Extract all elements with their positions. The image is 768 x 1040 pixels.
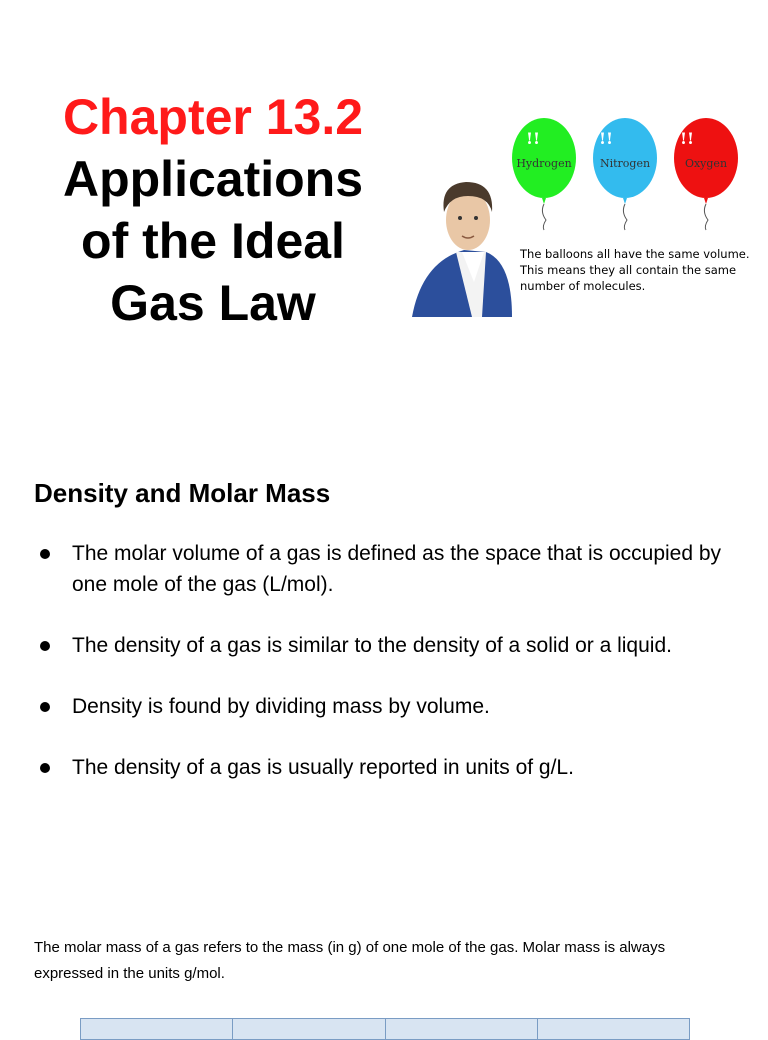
table-header-cell <box>81 1019 233 1039</box>
bullet-text: The molar volume of a gas is defined as the space that is occupied by one mole of the gas (L/mol). <box>72 542 722 596</box>
table-header-row <box>80 1018 690 1040</box>
bullet-text: The density of a gas is usually reported in units of g/L. <box>72 756 574 779</box>
table-header-cell <box>233 1019 385 1039</box>
title-block <box>30 86 396 334</box>
bullet-icon <box>40 641 50 651</box>
balloon-nitrogen <box>593 118 657 230</box>
balloon-mark-3: !! <box>680 129 695 148</box>
bullet-icon <box>40 763 50 773</box>
balloon-label-nitrogen: Nitrogen <box>599 157 651 170</box>
table-header-cell <box>538 1019 689 1039</box>
chapter-heading: Chapter 13.2 <box>62 89 364 145</box>
balloon-mark-1: !! <box>526 129 541 148</box>
figure-caption: The balloons all have the same volume. This means they all contain the same number of molecules. <box>520 247 750 293</box>
balloon-oxygen <box>674 118 738 230</box>
section-heading: Density and Molar Mass <box>34 478 331 508</box>
bullet-icon <box>40 702 50 712</box>
title-line-1: Applications <box>62 151 364 207</box>
list-item <box>34 691 724 722</box>
balloon-label-hydrogen: Hydrogen <box>516 157 572 170</box>
bullet-icon <box>40 549 50 559</box>
list-item <box>34 630 724 661</box>
title-line-3: Gas Law <box>110 275 316 331</box>
balloon-label-oxygen: Oxygen <box>684 157 728 170</box>
balloon-mark-2: !! <box>599 129 614 148</box>
bullet-text: Density is found by dividing mass by volume. <box>72 695 490 718</box>
molar-mass-paragraph: The molar mass of a gas refers to the mass (in g) of one mole of the gas. Molar mass is always expressed in the units g/mol. <box>34 939 666 982</box>
balloon-hydrogen <box>512 118 576 230</box>
list-item <box>34 538 724 600</box>
list-item <box>34 752 724 783</box>
scientist-portrait-icon <box>412 182 512 317</box>
table-header-cell <box>386 1019 538 1039</box>
bullet-text: The density of a gas is similar to the density of a solid or a liquid. <box>72 634 672 657</box>
title-line-2: of the Ideal <box>81 213 345 269</box>
bullet-list <box>34 538 724 813</box>
